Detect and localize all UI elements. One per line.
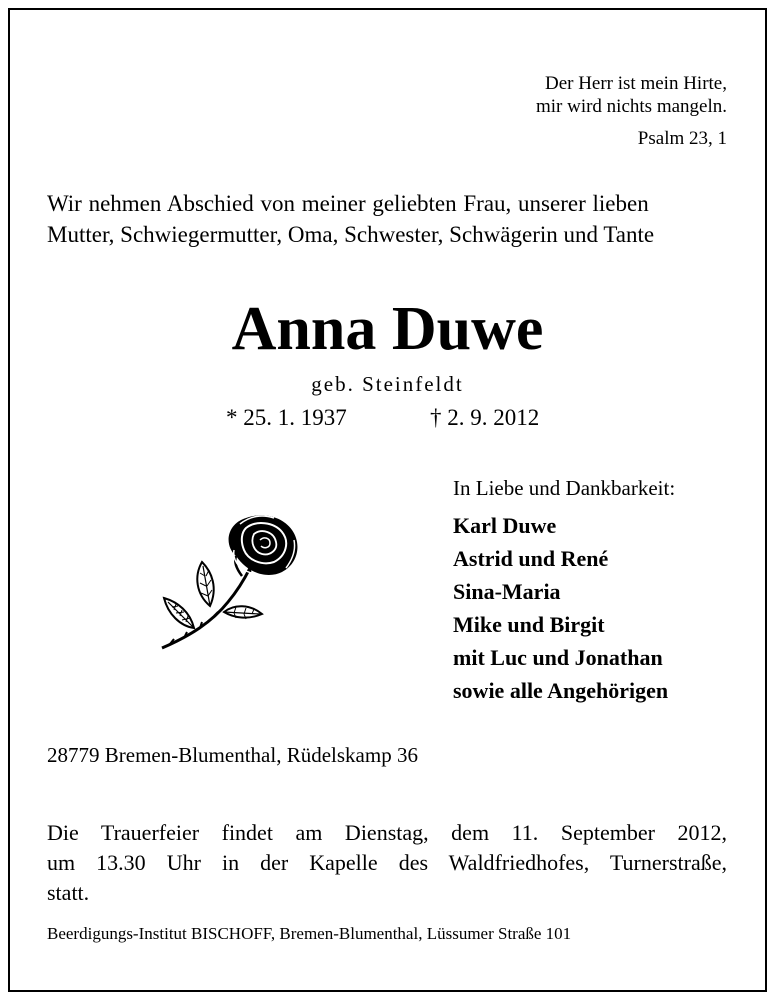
intro-text (47, 188, 654, 250)
ceremony-line-1: Die Trauerfeier findet am Dienstag, dem 11. September 2012, (47, 820, 727, 845)
mourners-heading: In Liebe und Dankbarkeit: (453, 476, 676, 500)
intro-line-1: Wir nehmen Abschied von meiner geliebten Frau, unserer lieben (47, 191, 649, 216)
intro-line-2: Mutter, Schwiegermutter, Oma, Schwester, Schwägerin und Tante (47, 222, 655, 247)
psalm-reference: Psalm 23, 1 (637, 128, 727, 149)
mourner-name: Mike und Birgit (453, 612, 605, 637)
birth-date: * 25. 1. 1937 (226, 405, 347, 430)
mourner-name: mit Luc und Jonathan (453, 645, 663, 670)
psalm-quote (536, 72, 727, 118)
obituary-notice (8, 8, 767, 992)
ceremony-line-3: statt. (47, 880, 90, 905)
mourner-name: Astrid und René (453, 546, 609, 571)
psalm-line-1: Der Herr ist mein Hirte, (544, 73, 727, 94)
psalm-line-2: mir wird nichts mangeln. (535, 96, 727, 117)
funeral-home: Beerdigungs-Institut BISCHOFF, Bremen-Blumenthal, Lüssumer Straße 101 (47, 924, 572, 943)
deceased-name: Anna Duwe (231, 295, 544, 363)
mourner-name: Karl Duwe (453, 513, 557, 538)
death-date: † 2. 9. 2012 (430, 405, 540, 430)
family-address: 28779 Bremen-Blumenthal, Rüdelskamp 36 (47, 743, 418, 767)
ceremony-line-2: um 13.30 Uhr in der Kapelle des Waldfriedhofes, Turnerstraße, (47, 850, 727, 875)
rose-icon (150, 510, 310, 660)
mourners-list (453, 509, 668, 707)
mourner-name: Sina-Maria (453, 579, 561, 604)
maiden-name: geb. Steinfeldt (311, 372, 464, 396)
ceremony-info (47, 818, 727, 908)
mourner-name: sowie alle Angehörigen (453, 678, 669, 703)
